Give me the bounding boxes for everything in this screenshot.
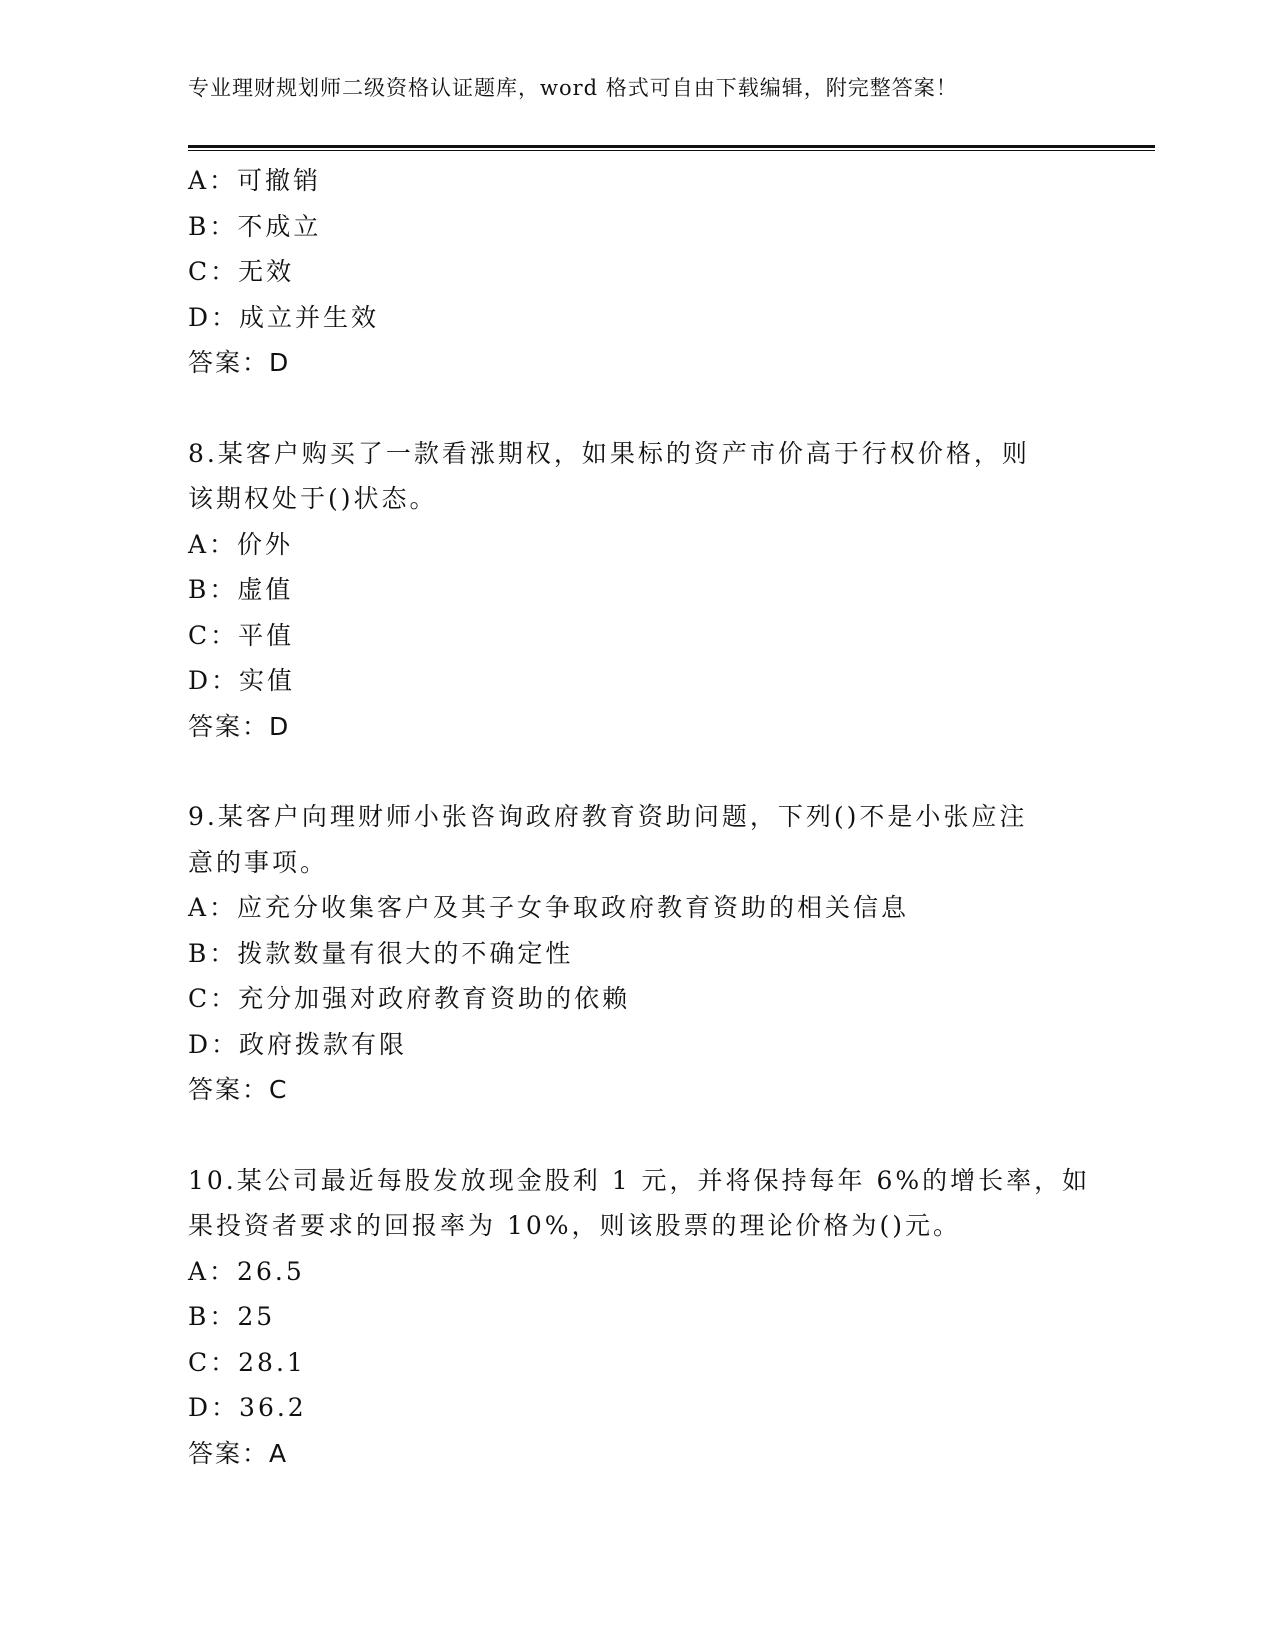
option-b: B：不成立 [188,211,322,241]
question-text-line: 该期权处于()状态。 [188,484,438,513]
block-spacer [188,386,1088,431]
answer-line: 答案：D [188,711,291,741]
page-header: 专业理财规划师二级资格认证题库，word 格式可自由下载编辑，附完整答案！ [188,76,958,100]
question-list [188,158,1091,1476]
question-block [188,1158,1091,1477]
header-divider [188,145,1155,151]
question-text-line: 9.某客户向理财师小张咨询政府教育资助问题，下列()不是小张应注 [188,802,1028,831]
option-a: A：26.5 [188,1256,305,1286]
option-a: A：应充分收集客户及其子女争取政府教育资助的相关信息 [188,893,910,922]
option-b: B：25 [188,1302,276,1331]
question-text-line: 10.某公司最近每股发放现金股利 1 元，并将保持每年 6%的增长率，如 [188,1165,1091,1195]
option-b: B：虚值 [188,575,294,604]
question-text-line: 8.某客户购买了一款看涨期权，如果标的资产市价高于行权价格，则 [188,438,1030,468]
option-d: D：实值 [188,666,296,695]
question-block [188,794,1088,1113]
block-spacer [188,1113,1088,1158]
option-c: C：平值 [188,620,295,650]
answer-line: 答案：A [188,1438,289,1468]
option-d: D：政府拨款有限 [188,1029,408,1059]
question-text-line: 意的事项。 [188,847,329,877]
question-block [188,158,1088,386]
block-spacer [188,749,1088,794]
option-d: D：36.2 [188,1393,307,1422]
option-a: A：可撤销 [188,166,322,195]
option-c: C：无效 [188,257,295,286]
option-a: A：价外 [188,529,294,559]
option-b: B：拨款数量有很大的不确定性 [188,938,574,968]
answer-line: 答案：D [188,348,291,377]
answer-line: 答案：C [188,1075,289,1104]
option-c: C：28.1 [188,1347,306,1377]
question-text-line: 果投资者要求的回报率为 10%，则该股票的理论价格为()元。 [188,1211,962,1240]
question-block [188,431,1088,750]
option-c: C：充分加强对政府教育资助的依赖 [188,984,631,1013]
option-d: D：成立并生效 [188,302,380,332]
